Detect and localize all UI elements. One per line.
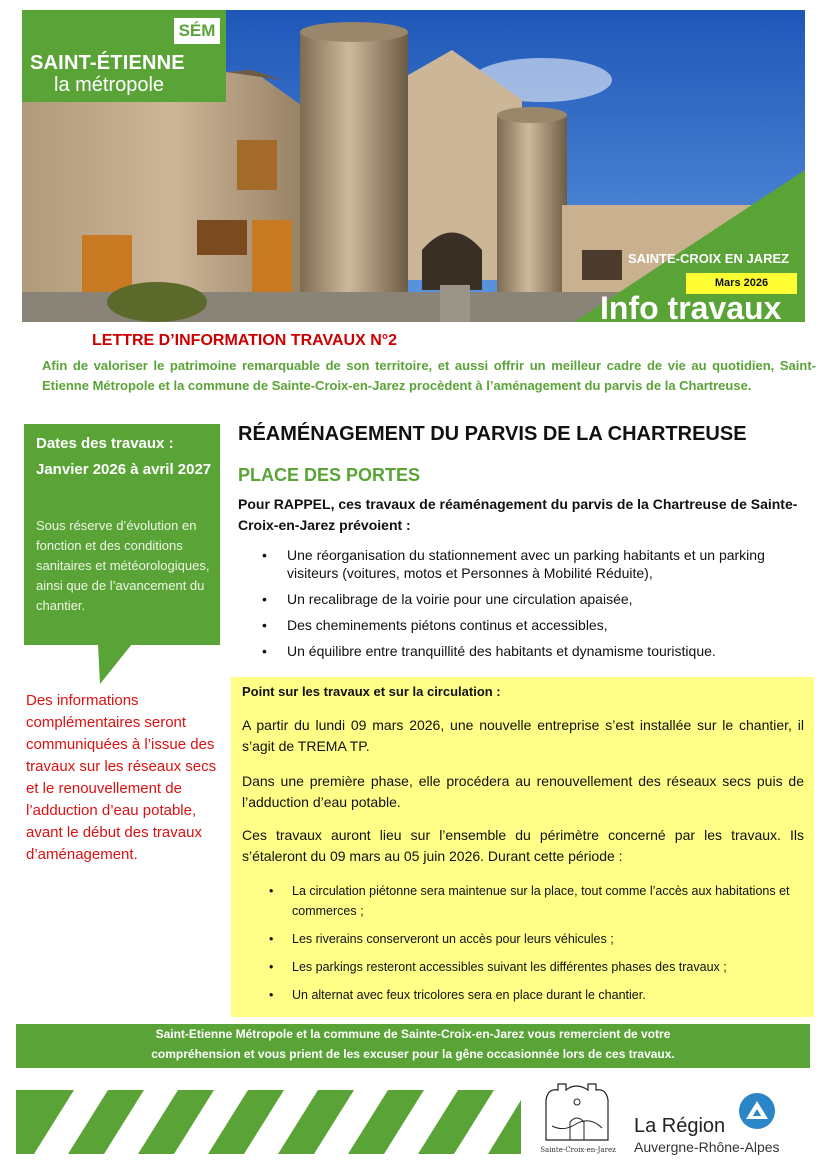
region-subtitle: Auvergne-Rhône-Alpes [634, 1139, 780, 1155]
section-subtitle: PLACE DES PORTES [238, 465, 421, 485]
list-item: • Des cheminements piétons continus et accessibles, [264, 616, 804, 634]
works-status-p1: A partir du lundi 09 mars 2026, une nouvelle entreprise s’est installée sur le chantier, il s’agit de TREMA TP. [242, 717, 804, 754]
logo-subtitle: la métropole [54, 74, 165, 96]
works-status-box [231, 677, 814, 1017]
list-item: • Un alternat avec feux tricolores sera en place durant le chantier. [267, 985, 807, 1005]
thanks-banner [16, 1024, 810, 1068]
circulation-list [267, 881, 807, 1013]
crest-label: Sainte-Croix-en-Jarez [540, 1146, 616, 1154]
works-status-title: Point sur les travaux et sur la circulation : [242, 684, 501, 699]
works-status-p3: Ces travaux auront lieu sur l’ensemble du périmètre concerné par les travaux. Ils s’étaleront du 09 mars au 05 juin 2026. Durant cette période : [242, 827, 804, 864]
dates-note: Sous réserve d’évolution en fonction et des conditions sanitaires et météorologiques, ainsi que de l’avancement du chantier. [36, 518, 210, 613]
letter-title: LETTRE D’INFORMATION TRAVAUX N°2 [92, 332, 398, 349]
list-item: • Les parkings resteront accessibles suivant les différentes phases des travaux ; [267, 957, 807, 977]
region-name: La Région [634, 1115, 726, 1137]
thanks-line-2: compréhension et vous prient de les excuser pour la gêne occasionnée lors de ces travaux. [151, 1047, 675, 1061]
section-title: RÉAMÉNAGEMENT DU PARVIS DE LA CHARTREUSE [238, 423, 747, 445]
logo-title: SAINT-ÉTIENNE [30, 52, 185, 74]
date-badge: Mars 2026 [686, 273, 797, 294]
commune-crest-icon [536, 1075, 618, 1155]
list-item: • Un recalibrage de la voirie pour une circulation apaisée, [264, 590, 804, 608]
page-title: Info travaux [600, 290, 782, 326]
region-logo-icon [738, 1092, 776, 1130]
rappel-text: Pour RAPPEL, ces travaux de réaménagement du parvis de la Chartreuse de Sainte-Croix-en-Jarez prévoient : [238, 496, 798, 533]
dates-title: Dates des travaux : Janvier 2026 à avril 2027 [36, 435, 212, 478]
thanks-line-1: Saint-Etienne Métropole et la commune de Sainte-Croix-en-Jarez vous remercient de votre [155, 1027, 671, 1041]
side-note: Des informations complémentaires seront communiquées à l’issue des travaux sur les réseaux secs et le renouvellement de l’adduction d’eau potable, avant le début des travaux d’aménagement. [26, 692, 217, 863]
works-status-p2: Dans une première phase, elle procédera au renouvellement des réseaux secs puis de l’adduction d’eau potable. [242, 773, 804, 810]
list-item: • La circulation piétonne sera maintenue sur la place, tout comme l’accès aux habitations et commerces ; [267, 881, 807, 921]
dates-box [24, 424, 220, 645]
planned-works-list [264, 546, 804, 668]
list-item: • Les riverains conserveront un accès pour leurs véhicules ; [267, 929, 807, 949]
speech-pointer-icon [98, 644, 138, 686]
intro-paragraph: Afin de valoriser le patrimoine remarquable de son territoire, et aussi offrir un meilleur cadre de vie au quotidien, Saint-Etienne Métropole et la commune de Sainte-Croix-en-Jarez procèdent à l’aménagement du parvis de la Chartreuse. [42, 358, 816, 393]
list-item: • Un équilibre entre tranquillité des habitants et dynamisme touristique. [264, 642, 804, 660]
decorative-stripes [16, 1090, 521, 1154]
list-item: • Une réorganisation du stationnement avec un parking habitants et un parking visiteurs (voitures, motos et Personnes à Mobilité Réduite), [264, 546, 804, 582]
commune-name: SAINTE-CROIX EN JAREZ [628, 251, 790, 266]
logo-badge: SÉM [174, 18, 220, 44]
